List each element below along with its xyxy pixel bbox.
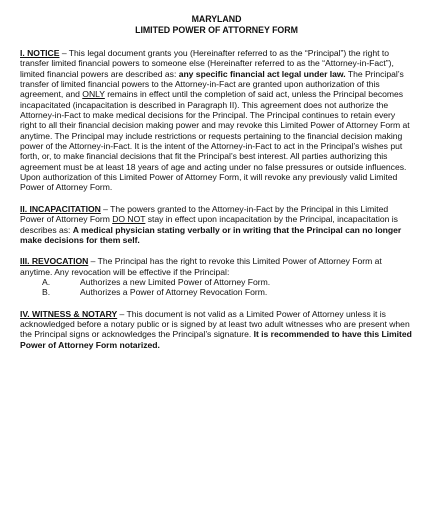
title-state: MARYLAND xyxy=(191,14,242,24)
section-notice xyxy=(20,48,413,193)
incapacitation-text-2: stay in effect upon incapacitation by the Principal, incapacitation is describes as: xyxy=(20,214,398,235)
notice-text-bold: any specific financial act legal under law. xyxy=(178,68,346,79)
notice-text-2: The Principal’s transfer of limited financial powers to the Attorney-in-Fact are granted upon authorization of this agreement, and xyxy=(20,68,404,100)
incapacitation-text-1: – The powers granted to the Attorney-in-Fact by the Principal in this Limited Power of Attorney Form xyxy=(20,203,389,225)
notice-paragraph xyxy=(20,48,413,193)
revocation-text: – The Principal has the right to revoke this Limited Power of Attorney Form at anytime. Any revocation will be effective if the Principal: xyxy=(20,256,382,277)
section-revocation xyxy=(20,256,413,297)
list-marker: A. xyxy=(42,276,51,287)
section-incapacitation xyxy=(20,204,413,245)
incapacitation-text-bold: A medical physician stating verbally or in writing that the Principal can no longer make decisions for them self. xyxy=(20,224,402,245)
revocation-list xyxy=(20,277,413,298)
revocation-heading: III. REVOCATION xyxy=(20,256,89,267)
incapacitation-heading: II. INCAPACITATION xyxy=(20,203,101,214)
document-title xyxy=(20,14,413,36)
notice-heading: I. NOTICE xyxy=(20,48,60,58)
list-marker: B. xyxy=(42,287,51,298)
witness-text-bold: It is recommended to have this Limited Power of Attorney Form notarized. xyxy=(20,329,412,350)
witness-text: – This document is not valid as a Limited Power of Attorney unless it is acknowledged before a notary public or is signed by at least two adult witnesses who are present when the Principal signs or acknowledges the Principal’s signature. xyxy=(20,308,410,340)
list-item xyxy=(20,287,413,297)
section-witness-notary xyxy=(20,309,413,350)
notice-text-3: remains in effect until the completion of said act, unless the Principal becomes incapacitated (incapacitation is described in Paragraph II). This agreement does not authorize the Attorney-in-Fact to make medical decisions for the Principal. The Principal continues to retain every right to all their financial decision making power and may revoke this Limited Power of Attorney Form at anytime. The Principal may include restrictions or requests pertaining to the financial decision making power of the Attorney-in-Fact. It is the intent of the Attorney-in-Fact to act in the Principal’s wishes put forth, or, to make financial decisions that fit the Principal’s best interest. All parties authorizing this agreement must be at least 18 years of age and acting under no false pressures or outside influences. Upon authorization of this Limited Power of Attorney Form, it will revoke any previously valid Limited Power of Attorney Form. xyxy=(20,89,410,193)
list-item xyxy=(20,277,413,287)
incapacitation-paragraph xyxy=(20,204,413,245)
list-item-text: Authorizes a new Limited Power of Attorney Form. xyxy=(80,276,271,287)
witness-paragraph xyxy=(20,309,413,350)
revocation-paragraph xyxy=(20,256,413,277)
notice-text-underline: ONLY xyxy=(82,89,105,100)
list-item-text: Authorizes a Power of Attorney Revocation Form. xyxy=(80,287,268,298)
notice-text-1: – This legal document grants you (Hereinafter referred to as the “Principal”) the right to transfer limited financial powers to someone else (Hereinafter referred to as the “Attorney-in-Fact”), limited financial powers are described as: xyxy=(20,48,394,79)
witness-heading: IV. WITNESS & NOTARY xyxy=(20,308,118,319)
title-form-name: LIMITED POWER OF ATTORNEY FORM xyxy=(135,25,298,35)
incapacitation-text-underline: DO NOT xyxy=(112,214,146,225)
